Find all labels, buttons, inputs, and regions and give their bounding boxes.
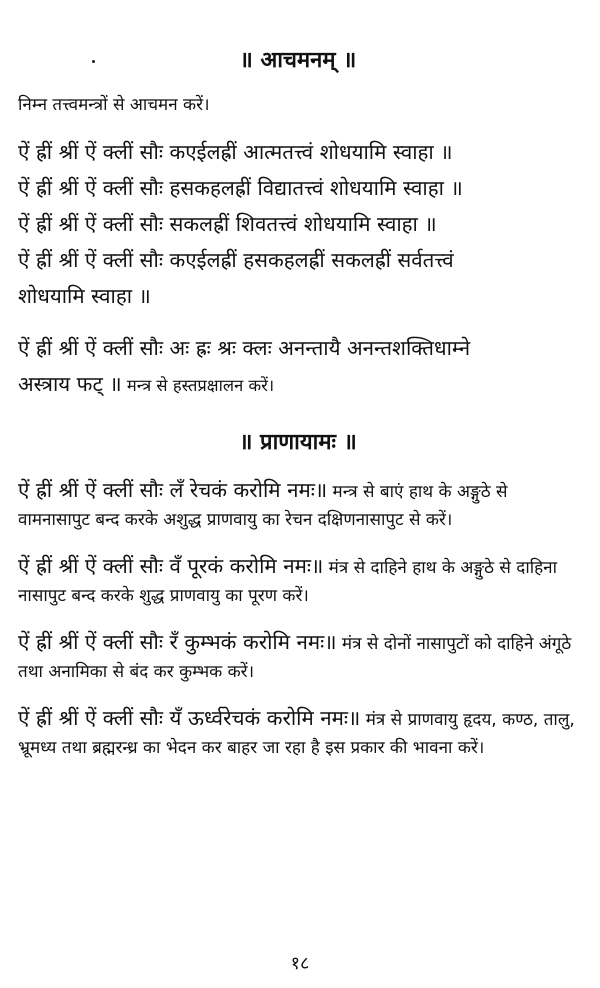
mantra-line: ऐं ह्रीं श्रीं ऐं क्लीं सौः कएईलह्रीं आत्मतत्त्वं शोधयामि स्वाहा ॥ [18,140,453,164]
mantra-line: ऐं ह्रीं श्रीं ऐं क्लीं सौः सकलह्रीं शिवतत्त्वं शोधयामि स्वाहा ॥ [18,212,437,236]
tattva-mantra-block [18,134,578,314]
pranayama-paragraph [18,628,578,686]
astra-mantra-line: ऐं ह्रीं श्रीं ऐं क्लीं सौः अः ह्रः श्रः क्लः अनन्तायै अनन्तशक्तिधाम्ने [18,336,471,360]
astra-mantra-block [18,330,578,404]
pranayama-paragraph [18,552,578,610]
pranayama-instruction: मन्त्र से बाएं हाथ के अङ्गुठे से वामनासापुट बन्द करके अशुद्ध प्राणवायु का रेचन दक्षिणनासापुट से करें। [18,482,508,530]
print-speck [92,60,95,63]
section-heading-pranayama: ॥ प्राणायामः ॥ [239,430,357,455]
pranayama-mantra: ऐं ह्रीं श्रीं ऐं क्लीं सौः वँ पूरकं करोमि नमः॥ [18,554,324,578]
astra-mantra: अस्त्राय फट् ॥ [18,372,122,396]
pranayama-instruction: मंत्र से प्राणवायु हृदय, कण्ठ, तालु, भ्रूमध्य तथा ब्रह्मरन्ध्र का भेदन कर बाहर जा रहा है इस प्रकार की भावना करें। [18,710,575,758]
pranayama-mantra: ऐं ह्रीं श्रीं ऐं क्लीं सौः रँ कुम्भकं करोमि नमः॥ [18,630,337,654]
mantra-line: ऐं ह्रीं श्रीं ऐं क्लीं सौः हसकहलह्रीं विद्यातत्त्वं शोधयामि स्वाहा ॥ [18,176,463,200]
pranayama-mantra: ऐं ह्रीं श्रीं ऐं क्लीं सौः यँ ऊर्ध्वरेचकं करोमि नमः॥ [18,706,361,730]
page-number: १८ [290,953,310,974]
mantra-line: शोधयामि स्वाहा ॥ [18,284,151,308]
intro-text: निम्न तत्त्वमन्त्रों से आचमन करें। [18,95,210,115]
pranayama-paragraph [18,704,578,762]
pranayama-instruction: मंत्र से दोनों नासापुटों को दाहिने अंगूठे तथा अनामिका से बंद कर कुम्भक करें। [18,634,572,682]
pranayama-instruction: मंत्र से दाहिने हाथ के अङ्गुठे से दाहिना नासापुट बन्द करके शुद्ध प्राणवायु का पूरण करें। [18,558,557,606]
pranayama-paragraph [18,476,578,534]
astra-mantra-line-2 [18,366,578,404]
section-heading-achamanam: ॥ आचमनम् ॥ [239,48,357,73]
mantra-line: ऐं ह्रीं श्रीं ऐं क्लीं सौः कएईलह्रीं हसकहलह्रीं सकलह्रीं सर्वतत्त्वं [18,248,454,272]
pranayama-mantra: ऐं ह्रीं श्रीं ऐं क्लीं सौः लँ रेचकं करोमि नमः॥ [18,478,328,502]
astra-instruction: मन्त्र से हस्तप्रक्षालन करें। [121,376,275,395]
